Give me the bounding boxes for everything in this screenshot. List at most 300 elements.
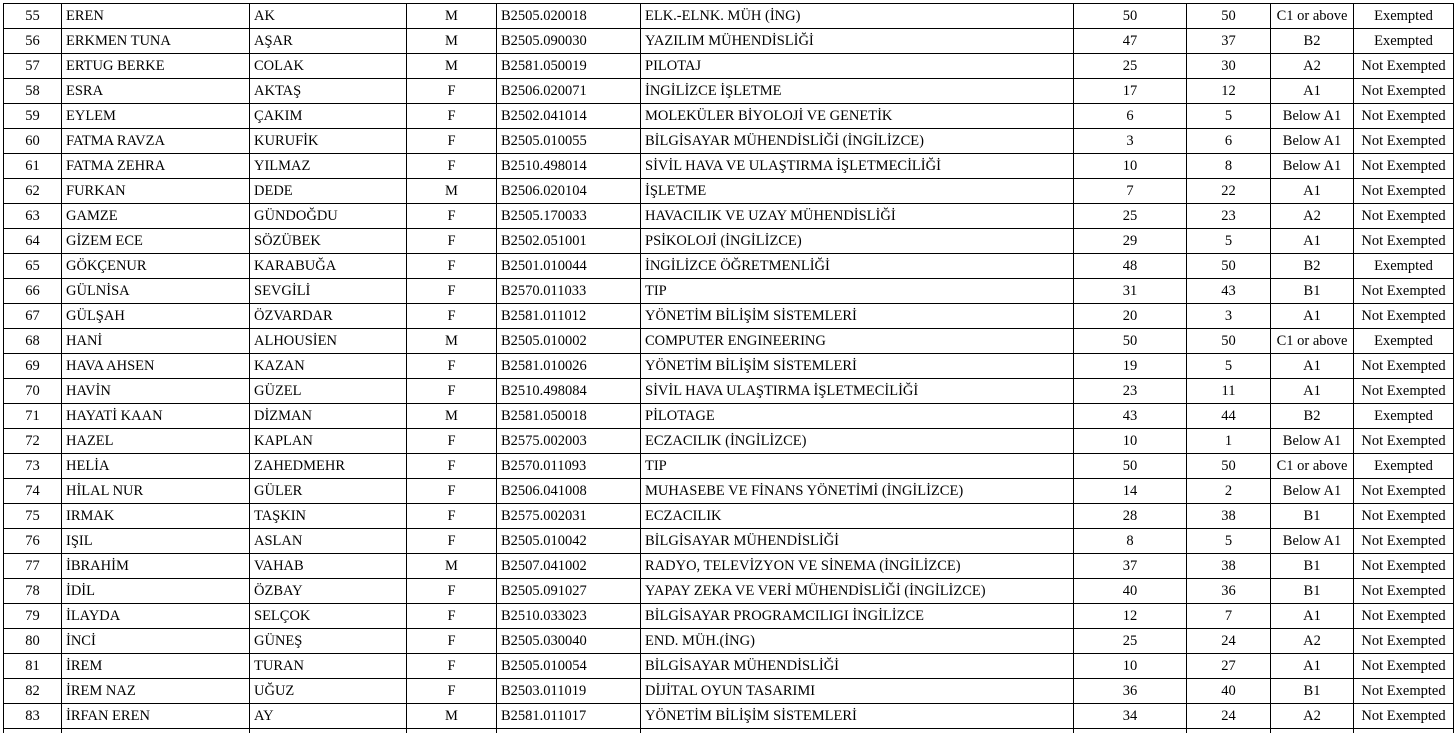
score-1-cell: 14	[1074, 479, 1187, 504]
department-cell: END. MÜH.(İNG)	[641, 629, 1074, 654]
last-name-cell: TAŞKIN	[250, 504, 407, 529]
first-name-cell: İLAYDA	[62, 604, 250, 629]
row-number-cell: 81	[4, 654, 62, 679]
first-name-cell: GÖKÇENUR	[62, 254, 250, 279]
score-2-cell: 22	[1187, 179, 1271, 204]
row-number-cell: 83	[4, 704, 62, 729]
score-1-cell: 48	[1074, 254, 1187, 279]
score-1-cell: 25	[1074, 629, 1187, 654]
exemption-status-cell: Not Exempted	[1354, 629, 1454, 654]
department-cell: YÖNETİM BİLİŞİM SİSTEMLERİ	[641, 704, 1074, 729]
level-cell: A1	[1271, 304, 1354, 329]
level-cell: A1	[1271, 179, 1354, 204]
student-id-cell: B2505.010054	[497, 654, 641, 679]
score-1-cell: 8	[1074, 529, 1187, 554]
department-cell: YAPAY ZEKA VE VERİ MÜHENDİSLİĞİ (İNGİLİZCE)	[641, 579, 1074, 604]
exemption-status-cell: Not Exempted	[1354, 129, 1454, 154]
score-1-cell: 6	[1074, 104, 1187, 129]
level-cell: B2	[1271, 404, 1354, 429]
department-cell: YÖNETİM BİLİŞİM SİSTEMLERİ	[641, 304, 1074, 329]
level-cell: Below A1	[1271, 104, 1354, 129]
score-2-cell: 30	[1187, 54, 1271, 79]
level-cell: B2	[1271, 29, 1354, 54]
student-id-cell: B2503.011019	[497, 679, 641, 704]
level-cell: A1	[1271, 604, 1354, 629]
gender-cell: M	[407, 4, 497, 29]
score-1-cell: 50	[1074, 329, 1187, 354]
exemption-status-cell: Not Exempted	[1354, 604, 1454, 629]
table-row	[4, 404, 1454, 429]
exemption-status-cell: Exempted	[1354, 4, 1454, 29]
gender-cell: F	[407, 379, 497, 404]
table-row	[4, 279, 1454, 304]
row-number-cell: 55	[4, 4, 62, 29]
student-results-table	[3, 3, 1454, 733]
first-name-cell: İREM NAZ	[62, 679, 250, 704]
level-cell: A2	[1271, 629, 1354, 654]
exemption-status-cell: Exempted	[1354, 254, 1454, 279]
first-name-cell: İRFAN EREN	[62, 704, 250, 729]
first-name-cell: HANİ	[62, 329, 250, 354]
row-number-cell: 82	[4, 679, 62, 704]
exemption-status-cell: Not Exempted	[1354, 479, 1454, 504]
student-id-cell: B2505.020018	[497, 4, 641, 29]
score-1-cell: 25	[1074, 204, 1187, 229]
row-number-cell: 74	[4, 479, 62, 504]
score-2-cell: 24	[1187, 629, 1271, 654]
department-cell: SİVİL HAVA VE ULAŞTIRMA İŞLETMECİLİĞİ	[641, 154, 1074, 179]
score-1-cell: 29	[1074, 229, 1187, 254]
row-number-cell: 67	[4, 304, 62, 329]
table-row	[4, 129, 1454, 154]
last-name-cell: AKTAŞ	[250, 79, 407, 104]
level-cell: C1 or above	[1271, 4, 1354, 29]
student-id-cell: B2502.041014	[497, 104, 641, 129]
gender-cell: F	[407, 454, 497, 479]
department-cell: BİLGİSAYAR MÜHENDİSLİĞİ	[641, 654, 1074, 679]
first-name-cell: GİZEM ECE	[62, 229, 250, 254]
last-name-cell: AK	[250, 4, 407, 29]
level-cell: A1	[1271, 229, 1354, 254]
student-id-cell: B2502.051001	[497, 229, 641, 254]
department-cell: YAZILIM MÜHENDİSLİĞİ	[641, 29, 1074, 54]
gender-cell: F	[407, 654, 497, 679]
score-1-cell: 37	[1074, 554, 1187, 579]
row-number-cell: 57	[4, 54, 62, 79]
first-name-cell: HAVİN	[62, 379, 250, 404]
score-1-cell: 12	[1074, 604, 1187, 629]
table-row	[4, 379, 1454, 404]
score-1-cell: 36	[1074, 679, 1187, 704]
last-name-cell: SELÇOK	[250, 604, 407, 629]
first-name-cell-partial	[62, 729, 250, 733]
first-name-cell: HAYATİ KAAN	[62, 404, 250, 429]
first-name-cell: ESRA	[62, 79, 250, 104]
department-cell: BİLGİSAYAR MÜHENDİSLİĞİ (İNGİLİZCE)	[641, 129, 1074, 154]
score-2-cell-partial	[1187, 729, 1271, 733]
last-name-cell: YILMAZ	[250, 154, 407, 179]
score-1-cell: 28	[1074, 504, 1187, 529]
department-cell: ECZACILIK	[641, 504, 1074, 529]
first-name-cell: İNCİ	[62, 629, 250, 654]
row-number-cell: 73	[4, 454, 62, 479]
last-name-cell: GÜNEŞ	[250, 629, 407, 654]
student-id-cell: B2581.010026	[497, 354, 641, 379]
score-2-cell: 11	[1187, 379, 1271, 404]
last-name-cell: ASLAN	[250, 529, 407, 554]
student-id-cell: B2505.091027	[497, 579, 641, 604]
first-name-cell: İDİL	[62, 579, 250, 604]
last-name-cell: GÜZEL	[250, 379, 407, 404]
table-row	[4, 679, 1454, 704]
level-cell: B1	[1271, 279, 1354, 304]
student-id-cell: B2506.041008	[497, 479, 641, 504]
table-row	[4, 204, 1454, 229]
score-2-cell: 3	[1187, 304, 1271, 329]
department-cell: ELK.-ELNK. MÜH (İNG)	[641, 4, 1074, 29]
score-1-cell: 40	[1074, 579, 1187, 604]
row-number-cell: 62	[4, 179, 62, 204]
row-number-cell: 59	[4, 104, 62, 129]
level-cell: A2	[1271, 204, 1354, 229]
last-name-cell: AY	[250, 704, 407, 729]
level-cell: Below A1	[1271, 529, 1354, 554]
department-cell: İNGİLİZCE ÖĞRETMENLİĞİ	[641, 254, 1074, 279]
exemption-status-cell-partial	[1354, 729, 1454, 733]
gender-cell: F	[407, 279, 497, 304]
last-name-cell-partial	[250, 729, 407, 733]
table-row	[4, 354, 1454, 379]
last-name-cell: VAHAB	[250, 554, 407, 579]
score-2-cell: 24	[1187, 704, 1271, 729]
score-2-cell: 50	[1187, 329, 1271, 354]
score-1-cell: 31	[1074, 279, 1187, 304]
student-id-cell: B2575.002031	[497, 504, 641, 529]
row-number-cell: 76	[4, 529, 62, 554]
gender-cell: F	[407, 504, 497, 529]
table-row	[4, 704, 1454, 729]
department-cell: TIP	[641, 279, 1074, 304]
score-2-cell: 12	[1187, 79, 1271, 104]
exemption-status-cell: Exempted	[1354, 454, 1454, 479]
score-1-cell: 10	[1074, 429, 1187, 454]
table-row	[4, 229, 1454, 254]
gender-cell: M	[407, 704, 497, 729]
row-number-cell: 63	[4, 204, 62, 229]
student-id-cell: B2506.020104	[497, 179, 641, 204]
table-row	[4, 154, 1454, 179]
student-id-cell: B2581.011012	[497, 304, 641, 329]
department-cell: BİLGİSAYAR MÜHENDİSLİĞİ	[641, 529, 1074, 554]
last-name-cell: AŞAR	[250, 29, 407, 54]
first-name-cell: İREM	[62, 654, 250, 679]
gender-cell: F	[407, 79, 497, 104]
last-name-cell: KAPLAN	[250, 429, 407, 454]
first-name-cell: EYLEM	[62, 104, 250, 129]
table-row	[4, 4, 1454, 29]
department-cell: DİJİTAL OYUN TASARIMI	[641, 679, 1074, 704]
department-cell: MOLEKÜLER BİYOLOJİ VE GENETİK	[641, 104, 1074, 129]
exemption-status-cell: Exempted	[1354, 29, 1454, 54]
exemption-status-cell: Not Exempted	[1354, 529, 1454, 554]
first-name-cell: HİLAL NUR	[62, 479, 250, 504]
score-1-cell: 50	[1074, 454, 1187, 479]
table-row-partial	[4, 729, 1454, 733]
score-1-cell: 23	[1074, 379, 1187, 404]
gender-cell: F	[407, 529, 497, 554]
gender-cell: F	[407, 479, 497, 504]
student-id-cell: B2575.002003	[497, 429, 641, 454]
gender-cell: M	[407, 179, 497, 204]
first-name-cell: GAMZE	[62, 204, 250, 229]
first-name-cell: ERTUG BERKE	[62, 54, 250, 79]
department-cell: PSİKOLOJİ (İNGİLİZCE)	[641, 229, 1074, 254]
row-number-cell: 64	[4, 229, 62, 254]
score-1-cell: 50	[1074, 4, 1187, 29]
exemption-status-cell: Not Exempted	[1354, 579, 1454, 604]
last-name-cell: DİZMAN	[250, 404, 407, 429]
student-id-cell-partial	[497, 729, 641, 733]
level-cell-partial	[1271, 729, 1354, 733]
table-row	[4, 29, 1454, 54]
last-name-cell: KURUFİK	[250, 129, 407, 154]
exemption-status-cell: Not Exempted	[1354, 279, 1454, 304]
level-cell: Below A1	[1271, 429, 1354, 454]
row-number-cell: 65	[4, 254, 62, 279]
score-1-cell: 17	[1074, 79, 1187, 104]
level-cell: A1	[1271, 379, 1354, 404]
first-name-cell: HELİA	[62, 454, 250, 479]
last-name-cell: ÖZBAY	[250, 579, 407, 604]
table-row	[4, 254, 1454, 279]
student-id-cell: B2570.011033	[497, 279, 641, 304]
row-number-cell: 80	[4, 629, 62, 654]
department-cell: BİLGİSAYAR PROGRAMCILIGI İNGİLİZCE	[641, 604, 1074, 629]
gender-cell: F	[407, 629, 497, 654]
score-2-cell: 40	[1187, 679, 1271, 704]
table-row	[4, 579, 1454, 604]
score-2-cell: 50	[1187, 4, 1271, 29]
score-1-cell: 19	[1074, 354, 1187, 379]
row-number-cell: 75	[4, 504, 62, 529]
student-id-cell: B2505.010042	[497, 529, 641, 554]
exemption-status-cell: Not Exempted	[1354, 379, 1454, 404]
row-number-cell: 68	[4, 329, 62, 354]
last-name-cell: ÖZVARDAR	[250, 304, 407, 329]
gender-cell: F	[407, 354, 497, 379]
table-row	[4, 329, 1454, 354]
exemption-status-cell: Not Exempted	[1354, 704, 1454, 729]
level-cell: B1	[1271, 504, 1354, 529]
last-name-cell: DEDE	[250, 179, 407, 204]
student-id-cell: B2505.170033	[497, 204, 641, 229]
score-2-cell: 37	[1187, 29, 1271, 54]
score-2-cell: 27	[1187, 654, 1271, 679]
gender-cell: M	[407, 54, 497, 79]
gender-cell: M	[407, 554, 497, 579]
department-cell: SİVİL HAVA ULAŞTIRMA İŞLETMECİLİĞİ	[641, 379, 1074, 404]
student-id-cell: B2506.020071	[497, 79, 641, 104]
level-cell: A1	[1271, 654, 1354, 679]
score-2-cell: 2	[1187, 479, 1271, 504]
exemption-status-cell: Not Exempted	[1354, 354, 1454, 379]
score-2-cell: 43	[1187, 279, 1271, 304]
exemption-status-cell: Not Exempted	[1354, 229, 1454, 254]
first-name-cell: GÜLŞAH	[62, 304, 250, 329]
gender-cell: M	[407, 29, 497, 54]
student-id-cell: B2581.011017	[497, 704, 641, 729]
score-2-cell: 5	[1187, 104, 1271, 129]
exemption-status-cell: Not Exempted	[1354, 79, 1454, 104]
department-cell: PILOTAJ	[641, 54, 1074, 79]
gender-cell: F	[407, 429, 497, 454]
first-name-cell: İBRAHİM	[62, 554, 250, 579]
exemption-status-cell: Not Exempted	[1354, 54, 1454, 79]
score-1-cell: 43	[1074, 404, 1187, 429]
department-cell: MUHASEBE VE FİNANS YÖNETİMİ (İNGİLİZCE)	[641, 479, 1074, 504]
student-id-cell: B2505.010055	[497, 129, 641, 154]
last-name-cell: GÜNDOĞDU	[250, 204, 407, 229]
row-number-cell: 56	[4, 29, 62, 54]
department-cell: PİLOTAGE	[641, 404, 1074, 429]
score-2-cell: 38	[1187, 504, 1271, 529]
student-id-cell: B2510.033023	[497, 604, 641, 629]
exemption-status-cell: Not Exempted	[1354, 504, 1454, 529]
exemption-status-cell: Not Exempted	[1354, 154, 1454, 179]
score-2-cell: 23	[1187, 204, 1271, 229]
department-cell: İŞLETME	[641, 179, 1074, 204]
student-id-cell: B2581.050019	[497, 54, 641, 79]
row-number-cell: 78	[4, 579, 62, 604]
department-cell: YÖNETİM BİLİŞİM SİSTEMLERİ	[641, 354, 1074, 379]
gender-cell: F	[407, 254, 497, 279]
row-number-cell: 60	[4, 129, 62, 154]
last-name-cell: SÖZÜBEK	[250, 229, 407, 254]
student-id-cell: B2505.090030	[497, 29, 641, 54]
score-1-cell: 20	[1074, 304, 1187, 329]
level-cell: Below A1	[1271, 154, 1354, 179]
score-2-cell: 50	[1187, 254, 1271, 279]
exemption-status-cell: Not Exempted	[1354, 654, 1454, 679]
score-2-cell: 36	[1187, 579, 1271, 604]
row-number-cell: 70	[4, 379, 62, 404]
score-2-cell: 1	[1187, 429, 1271, 454]
level-cell: Below A1	[1271, 479, 1354, 504]
first-name-cell: FURKAN	[62, 179, 250, 204]
table-row	[4, 429, 1454, 454]
row-number-cell: 71	[4, 404, 62, 429]
level-cell: B1	[1271, 679, 1354, 704]
department-cell: ECZACILIK (İNGİLİZCE)	[641, 429, 1074, 454]
last-name-cell: TURAN	[250, 654, 407, 679]
last-name-cell: SEVGİLİ	[250, 279, 407, 304]
score-1-cell-partial	[1074, 729, 1187, 733]
score-1-cell: 7	[1074, 179, 1187, 204]
first-name-cell: ERKMEN TUNA	[62, 29, 250, 54]
table-row	[4, 104, 1454, 129]
table-row	[4, 454, 1454, 479]
row-number-cell: 61	[4, 154, 62, 179]
gender-cell: F	[407, 679, 497, 704]
department-cell: RADYO, TELEVİZYON VE SİNEMA (İNGİLİZCE)	[641, 554, 1074, 579]
score-1-cell: 10	[1074, 154, 1187, 179]
row-number-cell: 69	[4, 354, 62, 379]
table-row	[4, 529, 1454, 554]
gender-cell: F	[407, 104, 497, 129]
gender-cell: F	[407, 129, 497, 154]
level-cell: C1 or above	[1271, 454, 1354, 479]
score-1-cell: 3	[1074, 129, 1187, 154]
student-id-cell: B2505.010002	[497, 329, 641, 354]
student-id-cell: B2505.030040	[497, 629, 641, 654]
student-id-cell: B2510.498014	[497, 154, 641, 179]
first-name-cell: IŞIL	[62, 529, 250, 554]
first-name-cell: FATMA ZEHRA	[62, 154, 250, 179]
exemption-status-cell: Not Exempted	[1354, 429, 1454, 454]
department-cell: COMPUTER ENGINEERING	[641, 329, 1074, 354]
level-cell: A2	[1271, 704, 1354, 729]
last-name-cell: KAZAN	[250, 354, 407, 379]
score-1-cell: 25	[1074, 54, 1187, 79]
score-2-cell: 44	[1187, 404, 1271, 429]
table-row	[4, 554, 1454, 579]
score-1-cell: 10	[1074, 654, 1187, 679]
table-row	[4, 54, 1454, 79]
table-row	[4, 629, 1454, 654]
first-name-cell: IRMAK	[62, 504, 250, 529]
student-id-cell: B2507.041002	[497, 554, 641, 579]
exemption-status-cell: Not Exempted	[1354, 679, 1454, 704]
score-1-cell: 47	[1074, 29, 1187, 54]
score-1-cell: 34	[1074, 704, 1187, 729]
gender-cell: F	[407, 229, 497, 254]
row-number-cell: 79	[4, 604, 62, 629]
student-id-cell: B2581.050018	[497, 404, 641, 429]
first-name-cell: HAVA AHSEN	[62, 354, 250, 379]
table-row	[4, 504, 1454, 529]
department-cell-partial	[641, 729, 1074, 733]
score-2-cell: 6	[1187, 129, 1271, 154]
score-2-cell: 7	[1187, 604, 1271, 629]
gender-cell: F	[407, 604, 497, 629]
last-name-cell: ALHOUSİEN	[250, 329, 407, 354]
table-row	[4, 479, 1454, 504]
last-name-cell: ZAHEDMEHR	[250, 454, 407, 479]
first-name-cell: HAZEL	[62, 429, 250, 454]
score-2-cell: 8	[1187, 154, 1271, 179]
first-name-cell: FATMA RAVZA	[62, 129, 250, 154]
gender-cell: F	[407, 579, 497, 604]
exemption-status-cell: Not Exempted	[1354, 104, 1454, 129]
gender-cell: F	[407, 154, 497, 179]
table-row	[4, 604, 1454, 629]
table-row	[4, 304, 1454, 329]
row-number-cell: 66	[4, 279, 62, 304]
score-2-cell: 50	[1187, 454, 1271, 479]
level-cell: B1	[1271, 554, 1354, 579]
row-number-cell: 77	[4, 554, 62, 579]
last-name-cell: GÜLER	[250, 479, 407, 504]
last-name-cell: KARABUĞA	[250, 254, 407, 279]
table-row	[4, 654, 1454, 679]
score-2-cell: 38	[1187, 554, 1271, 579]
score-2-cell: 5	[1187, 354, 1271, 379]
exemption-status-cell: Not Exempted	[1354, 204, 1454, 229]
department-cell: TIP	[641, 454, 1074, 479]
gender-cell: M	[407, 404, 497, 429]
department-cell: İNGİLİZCE İŞLETME	[641, 79, 1074, 104]
student-id-cell: B2501.010044	[497, 254, 641, 279]
